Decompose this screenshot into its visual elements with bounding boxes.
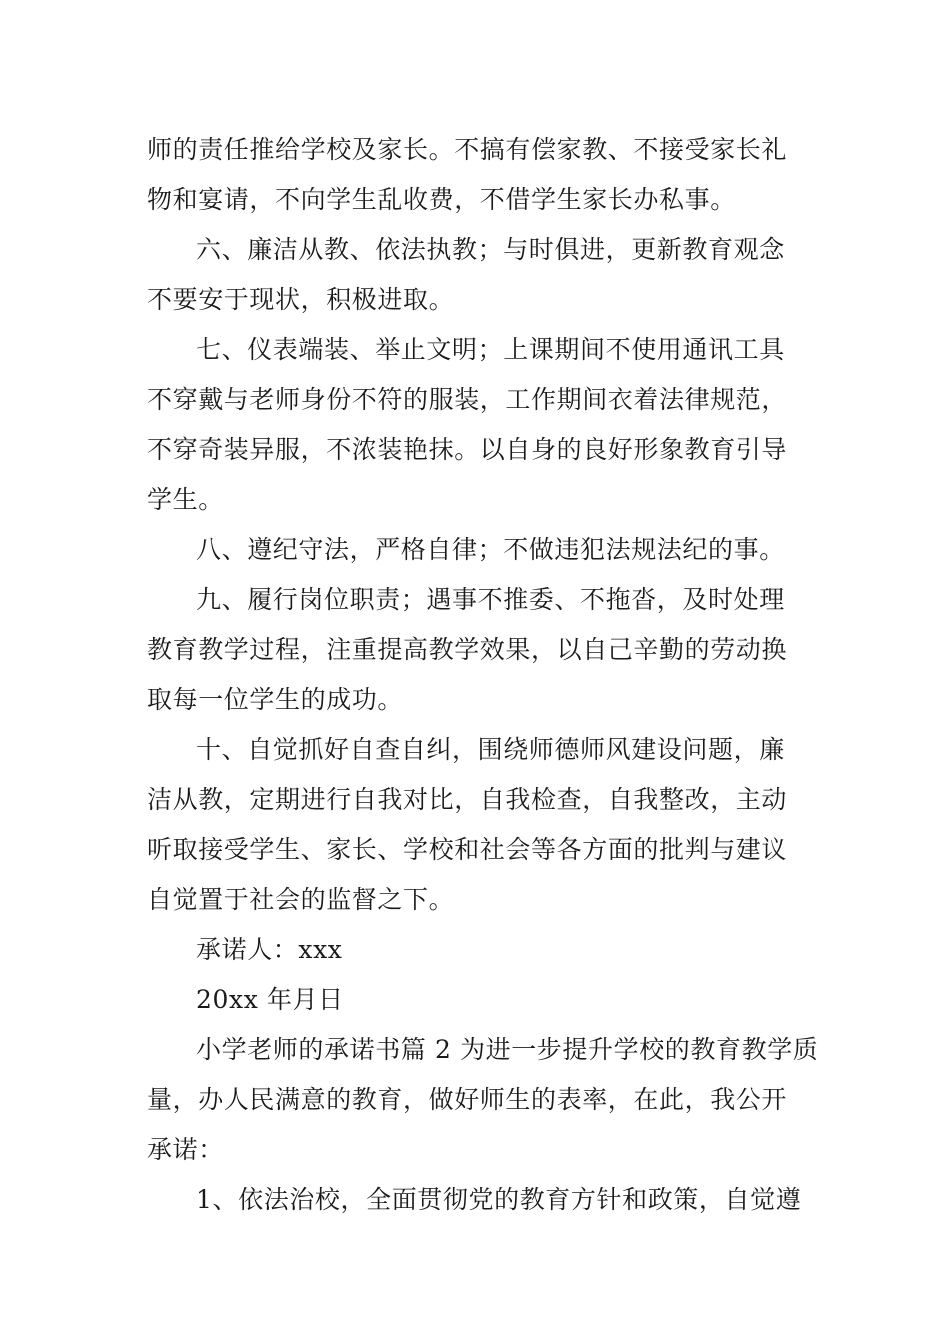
text-line: 量，办人民满意的教育，做好师生的表率，在此，我公开	[147, 1085, 788, 1114]
paragraph-nine: 九、履行岗位职责；遇事不推委、不拖沓，及时处理	[196, 585, 785, 614]
paragraph-eight: 八、遵纪守法，严格自律；不做违犯法规法纪的事。	[196, 535, 785, 564]
text-line: 不要安于现状，积极进取。	[147, 285, 455, 314]
text-line: 取每一位学生的成功。	[147, 685, 404, 714]
text-line: 师的责任推给学校及家长。不搞有偿家教、不接受家长礼	[147, 135, 788, 164]
date-line: 20xx 年月日	[196, 985, 344, 1014]
paragraph-seven: 七、仪表端装、举止文明；上课期间不使用通讯工具	[196, 335, 785, 364]
text-line: 洁从教，定期进行自我对比，自我检查，自我整改，主动	[147, 785, 788, 814]
text-line: 不穿奇装异服，不浓装艳抹。以自身的良好形象教育引导	[147, 435, 788, 464]
paragraph-one: 1、依法治校，全面贯彻党的教育方针和政策，自觉遵	[196, 1185, 802, 1214]
paragraph-ten: 十、自觉抓好自查自纠，围绕师德师风建设问题，廉	[196, 735, 785, 764]
text-line: 承诺：	[147, 1135, 224, 1164]
text-line: 不穿戴与老师身份不符的服装，工作期间衣着法律规范，	[147, 385, 788, 414]
signatory-line: 承诺人：xxx	[196, 935, 343, 964]
section-two-intro: 小学老师的承诺书篇 2 为进一步提升学校的教育教学质	[196, 1035, 819, 1064]
text-line: 自觉置于社会的监督之下。	[147, 885, 455, 914]
text-line: 听取接受学生、家长、学校和社会等各方面的批判与建议	[147, 835, 788, 864]
text-line: 教育教学过程，注重提高教学效果，以自己辛勤的劳动换	[147, 635, 788, 664]
paragraph-six: 六、廉洁从教、依法执教；与时俱进，更新教育观念	[196, 235, 785, 264]
text-line: 学生。	[147, 485, 224, 514]
text-line: 物和宴请，不向学生乱收费，不借学生家长办私事。	[147, 185, 736, 214]
